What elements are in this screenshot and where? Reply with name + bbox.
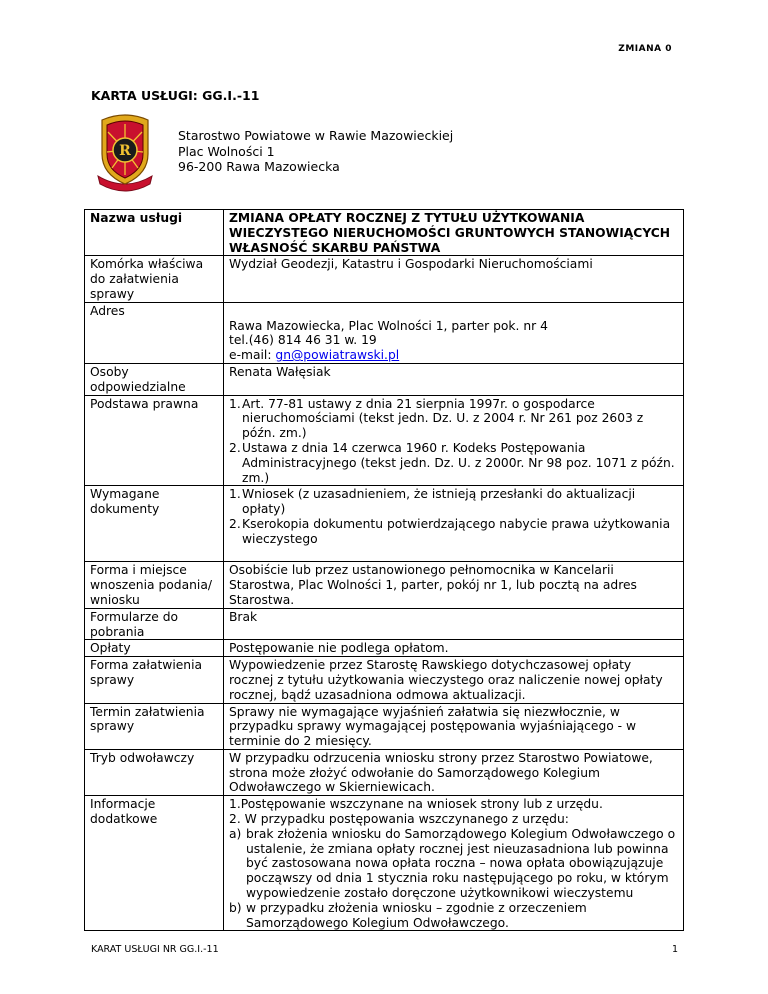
table-row (85, 749, 684, 795)
footer-caption: KARAT USŁUGI NR GG.I.-11 (91, 944, 219, 955)
office-street: Plac Wolności 1 (178, 143, 275, 159)
table-row (85, 562, 684, 608)
additional-line: 2. W przypadku postępowania wszczynanego z urzędu: (229, 812, 569, 827)
persons-value: Renata Wałęsiak (224, 363, 684, 395)
table-row (85, 363, 684, 395)
table-row (85, 703, 684, 749)
unit-value: Wydział Geodezji, Katastru i Gospodarki Nieruchomościami (224, 256, 684, 302)
resolution-form-value: Wypowiedzenie przez Starostę Rawskiego dotychczasowej opłaty rocznej z tytułu użytkowania wieczystego oraz naliczenie nowej opłaty rocznej, bądź uzasadniona odmowa aktualizacji. (224, 657, 684, 703)
address-line: Rawa Mazowiecka, Plac Wolności 1, parter pok. nr 4 (229, 318, 548, 333)
table-row (85, 256, 684, 302)
list-item: 1. Art. 77-81 ustawy z dnia 21 sierpnia 1997r. o gospodarce nieruchomościami (tekst jedn. Dz. U. z 2004 r. Nr 261 poz 2603 z późn. zm.) (229, 396, 644, 441)
row-label: Forma i miejsce wnoszenia podania/ wniosku (85, 562, 224, 608)
list-item: a) brak złożenia wniosku do Samorządowego Kolegium Odwoławczego o ustalenie, że zmiana opłaty rocznej jest nieuzasadniona lub powinna być zastosowana nowa opłata roczna – nowa opłata obowiązujązuje począwszy od dnia 1 stycznia roku następującego po roku, w którym wypowiedzenie zostało doręczone użytkownikowi wieczystemu (229, 826, 676, 901)
table-row (85, 395, 684, 486)
coat-of-arms-letter: R (119, 143, 131, 159)
row-label: Nazwa usługi (85, 210, 224, 256)
forms-value: Brak (224, 608, 684, 640)
submission-value: Osobiście lub przez ustanowionego pełnomocnika w Kancelarii Starostwa, Plac Wolności 1, parter, pokój nr 1, lub pocztą na adres Starostwa. (224, 562, 684, 608)
row-label: Wymagane dokumenty (85, 486, 224, 562)
email-line: e-mail: gn@powiatrawski.pl (229, 348, 400, 363)
table-row (85, 486, 684, 562)
service-table (84, 209, 684, 931)
table-row (85, 640, 684, 657)
change-label: ZMIANA 0 (618, 44, 672, 54)
office-address (178, 128, 453, 175)
list-item: 2. Kserokopia dokumentu potwierdzającego nabycie prawa użytkowania wieczystego (229, 516, 671, 546)
additional-value (224, 796, 684, 931)
row-label: Forma załatwienia sprawy (85, 657, 224, 703)
list-item: 1. Wniosek (z uzasadnieniem, że istnieją przesłanki do aktualizacji opłaty) (229, 487, 636, 517)
legal-basis-value (224, 395, 684, 486)
office-city: 96-200 Rawa Mazowiecka (178, 159, 340, 174)
card-title: KARTA USŁUGI: GG.I.-11 (91, 88, 260, 103)
fees-value: Postępowanie nie podlega opłatom. (224, 640, 684, 657)
page-number: 1 (671, 944, 678, 955)
deadline-value: Sprawy nie wymagające wyjaśnień załatwia się niezwłocznie, w przypadku sprawy wymagającej postępowania wyjaśniającego - w terminie do 2 miesięcy. (224, 703, 684, 749)
row-label: Formularze do pobrania (85, 608, 224, 640)
additional-line: 1.Postępowanie wszczynane na wniosek strony lub z urzędu. (229, 797, 603, 812)
table-row (85, 608, 684, 640)
coat-of-arms-icon (90, 112, 160, 192)
email-link[interactable]: gn@powiatrawski.pl (275, 348, 400, 363)
list-item: b) w przypadku złożenia wniosku – zgodnie z orzeczeniem Samorządowego Kolegium Odwoławczego. (229, 900, 587, 930)
table-row (85, 796, 684, 931)
row-label: Adres (85, 302, 224, 363)
list-item: 2. Ustawa z dnia 14 czerwca 1960 r. Kodeks Postępowania Administracyjnego (tekst jedn. Dz. U. z 2000r. Nr 98 poz. 1071 z późn. zm.) (229, 440, 675, 485)
service-name-value: ZMIANA OPŁATY ROCZNEJ Z TYTUŁU UŻYTKOWANIA WIECZYSTEGO NIERUCHOMOŚCI GRUNTOWYCH STANOWIĄCYCH WŁASNOŚĆ SKARBU PAŃSTWA (224, 210, 684, 256)
row-label: Tryb odwoławczy (85, 749, 224, 795)
office-name: Starostwo Powiatowe w Rawie Mazowieckiej (178, 128, 454, 143)
table-row (85, 657, 684, 703)
row-label: Termin załatwienia sprawy (85, 703, 224, 749)
address-value (224, 302, 684, 363)
row-label: Komórka właściwa do załatwienia sprawy (85, 256, 224, 302)
table-row (85, 302, 684, 363)
row-label: Informacje dodatkowe (85, 796, 224, 931)
row-label: Osoby odpowiedzialne (85, 363, 224, 395)
appeal-value: W przypadku odrzucenia wniosku strony przez Starostwo Powiatowe, strona może złożyć odwołanie do Samorządowego Kolegium Odwoławczego w Skierniewicach. (224, 749, 684, 795)
row-label: Podstawa prawna (85, 395, 224, 486)
documents-value (224, 486, 684, 562)
phone-line: tel.(46) 814 46 31 w. 19 (229, 333, 377, 348)
row-label: Opłaty (85, 640, 224, 657)
table-row (85, 210, 684, 256)
